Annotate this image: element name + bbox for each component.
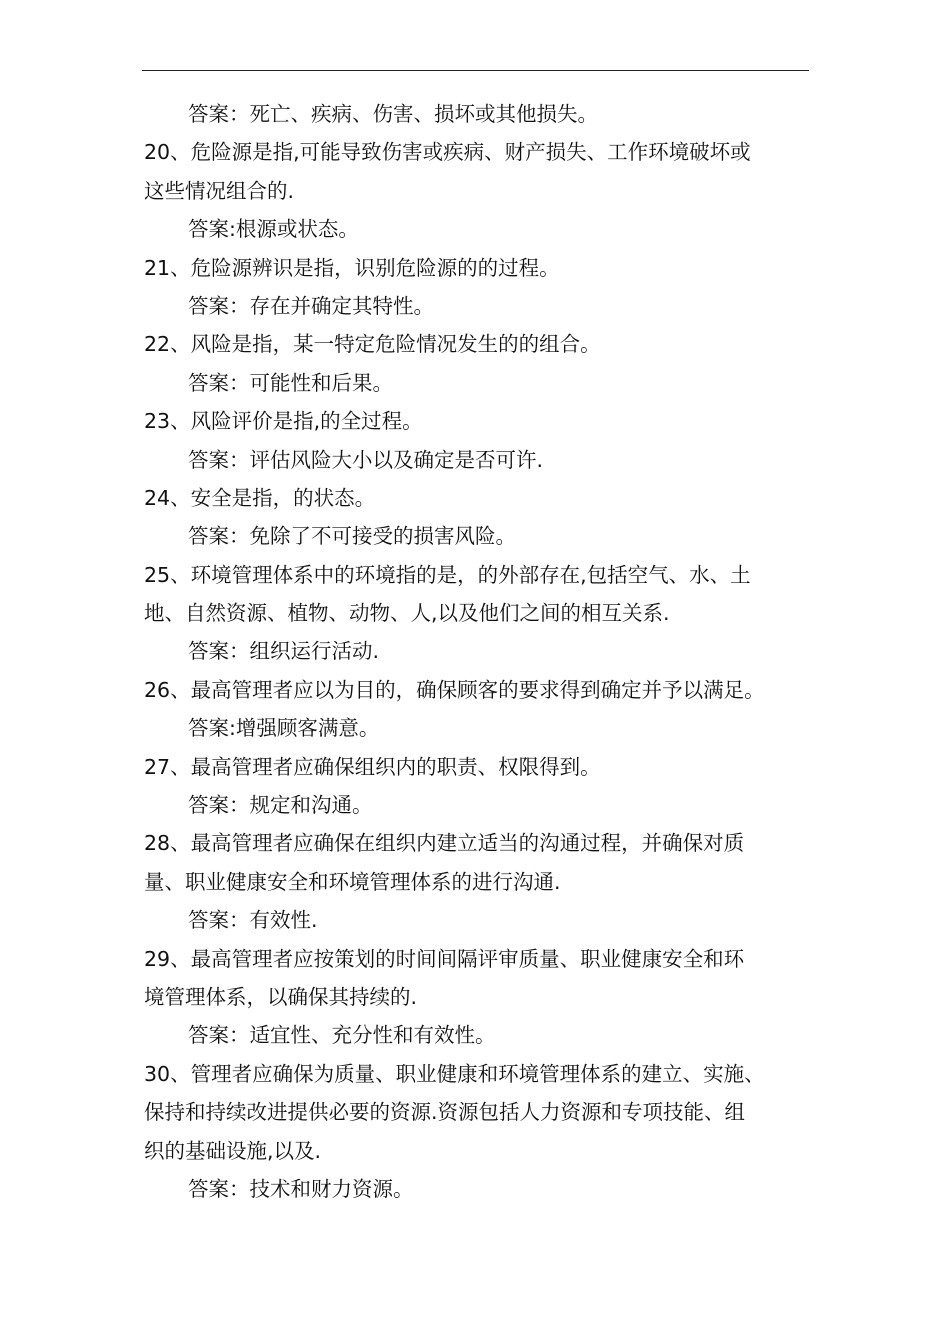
answer-line: 答案：死亡、疾病、伤害、损坏或其他损失。: [188, 102, 598, 126]
answer-line: 答案：可能性和后果。: [188, 370, 393, 395]
header-rule: [142, 70, 809, 71]
question-line: 织的基础设施,以及.: [144, 1138, 322, 1163]
question-line: 28、最高管理者应确保在组织内建立适当的沟通过程，并确保对质: [144, 831, 745, 856]
document-body: [144, 95, 809, 1208]
answer-line: 答案：存在并确定其特性。: [188, 293, 434, 318]
question-line: 22、风险是指，某一特定危险情况发生的的组合。: [144, 332, 601, 357]
answer-line: 答案：组织运行活动.: [188, 639, 380, 664]
question-line: 29、最高管理者应按策划的时间间隔评审质量、职业健康安全和环: [144, 946, 745, 971]
answer-line: 答案：有效性.: [188, 908, 318, 933]
question-line: 地、自然资源、植物、动物、人,以及他们之间的相互关系.: [144, 601, 670, 626]
question-line: 境管理体系，以确保其持续的.: [144, 984, 418, 1009]
question-line: 25、环境管理体系中的环境指的是，的外部存在,包括空气、水、土: [144, 562, 751, 587]
answer-line: 答案：适宜性、充分性和有效性。: [188, 1023, 496, 1048]
answer-line: 答案：技术和财力资源。: [188, 1176, 414, 1201]
question-line: 保持和持续改进提供必要的资源.资源包括人力资源和专项技能、组: [144, 1100, 746, 1125]
question-line: 27、最高管理者应确保组织内的职责、权限得到。: [144, 754, 601, 779]
answer-line: 答案:根源或状态。: [188, 217, 359, 242]
question-line: 21、危险源辨识是指，识别危险源的的过程。: [144, 255, 560, 280]
question-line: 20、危险源是指,可能导致伤害或疾病、财产损失、工作环境破坏或: [144, 140, 751, 165]
question-line: 26、最高管理者应以为目的，确保顾客的要求得到确定并予以满足。: [144, 677, 765, 702]
question-line: 23、风险评价是指,的全过程。: [144, 409, 423, 434]
answer-line: 答案：免除了不可接受的损害风险。: [188, 524, 516, 549]
answer-line: 答案：规定和沟通。: [188, 793, 373, 818]
question-line: 24、安全是指，的状态。: [144, 485, 376, 510]
question-line: 30、管理者应确保为质量、职业健康和环境管理体系的建立、实施、: [144, 1061, 765, 1086]
question-line: 这些情况组合的.: [144, 178, 295, 203]
answer-line: 答案：评估风险大小以及确定是否可许.: [188, 447, 544, 472]
answer-line: 答案:增强顾客满意。: [188, 716, 380, 741]
question-line: 量、职业健康安全和环境管理体系的进行沟通.: [144, 869, 561, 894]
